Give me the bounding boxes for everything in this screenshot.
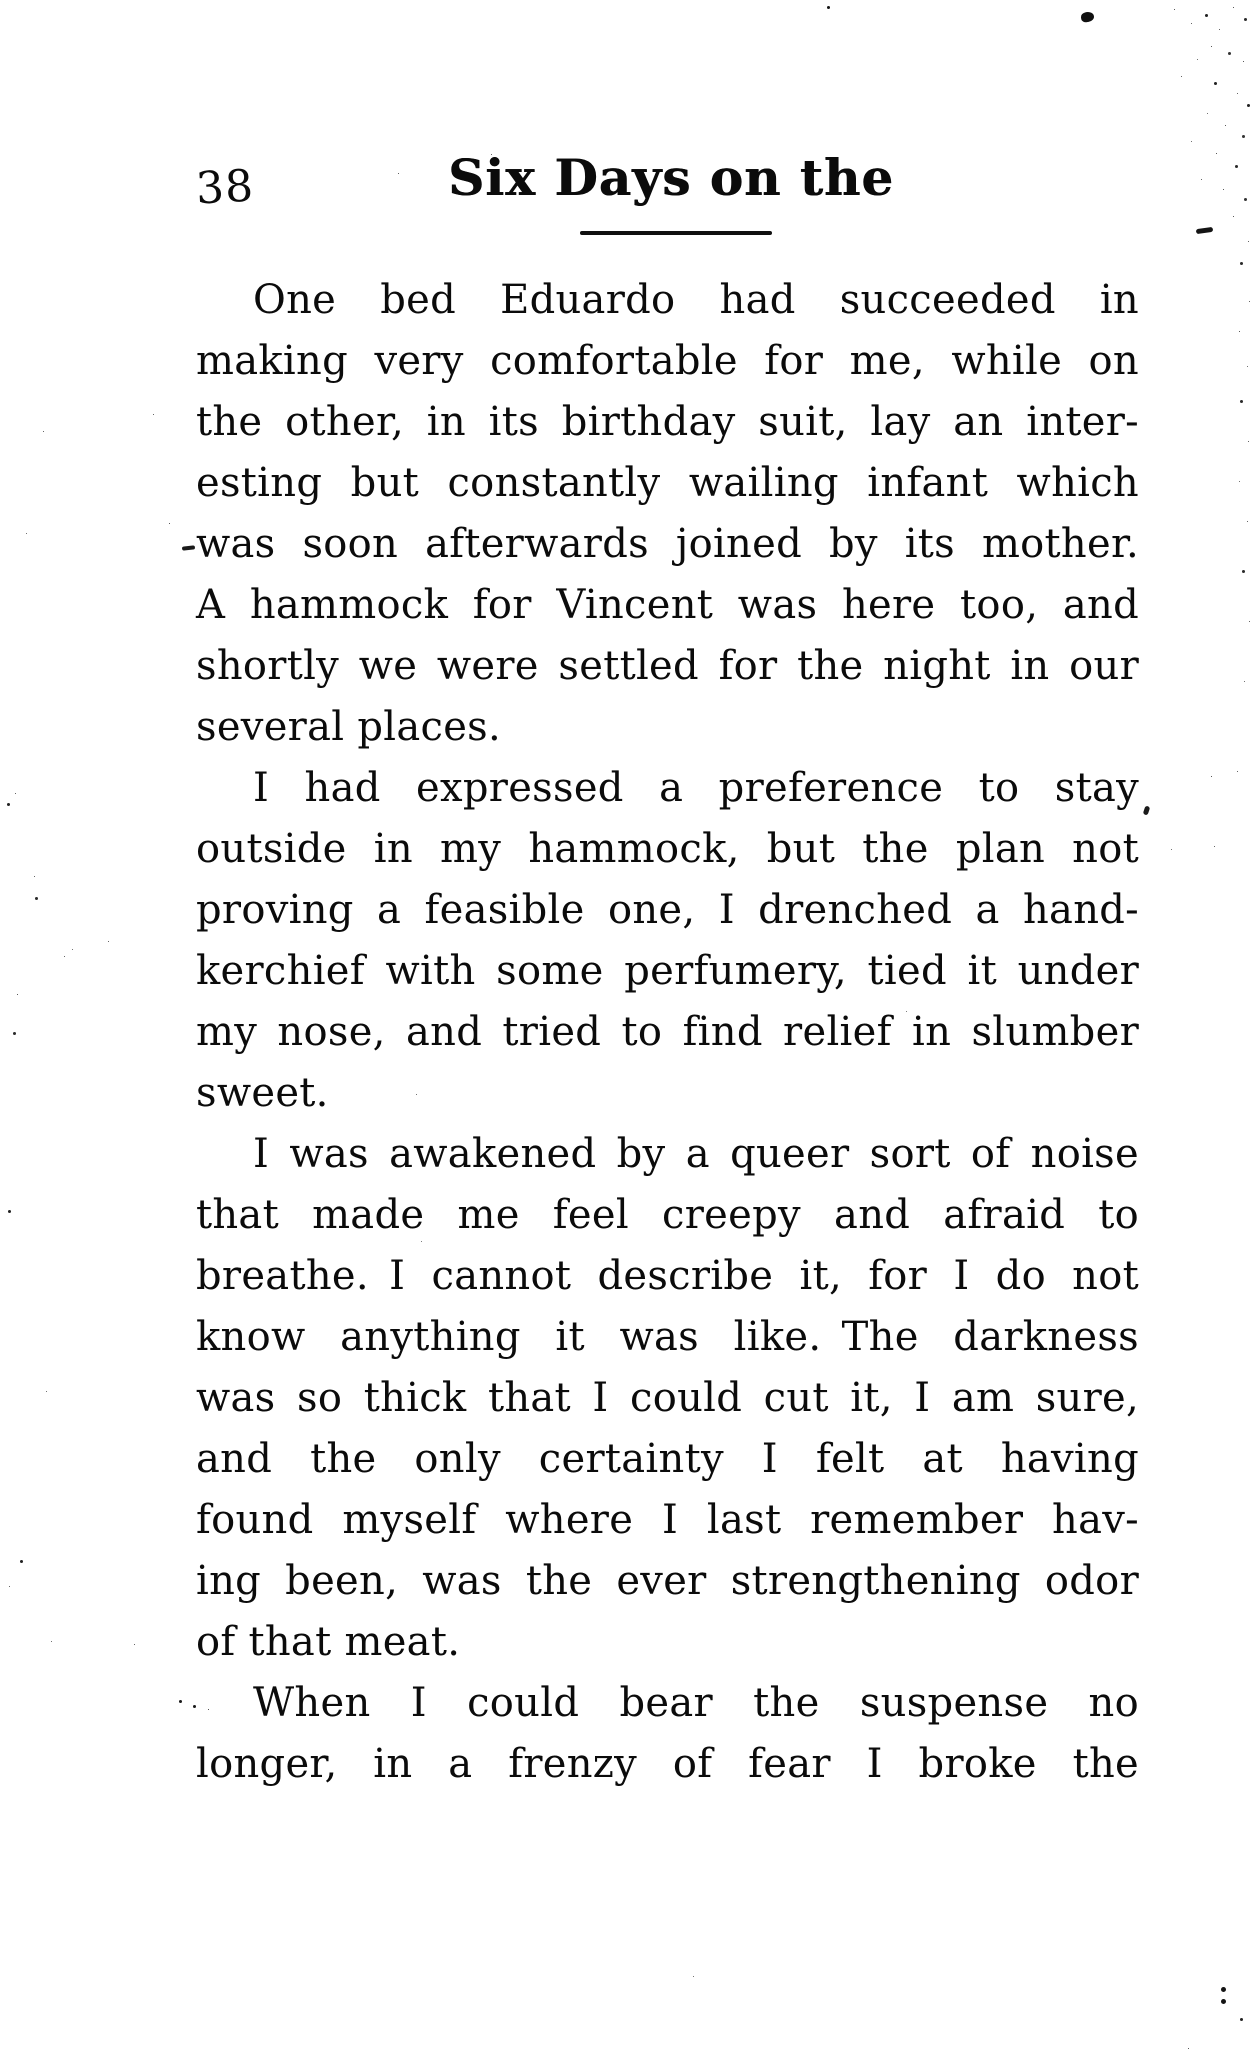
text-line: my nose, and tried to find relief in slumber <box>196 1009 1139 1055</box>
text-line: esting but constantly wailing infant which <box>196 460 1139 506</box>
scan-dash-mark <box>1196 227 1214 234</box>
scan-dash-mark <box>182 545 195 550</box>
text-line: kerchief with some perfumery, tied it under <box>196 948 1139 994</box>
text-line: outside in my hammock, but the plan not <box>196 826 1139 872</box>
running-title: Six Days on the <box>447 148 895 207</box>
text-line: know anything it was like. The darkness <box>196 1314 1139 1360</box>
body-text <box>196 270 1139 1795</box>
text-line: of that meat. <box>196 1619 461 1665</box>
text-line: breathe. I cannot describe it, for I do not <box>196 1253 1139 1299</box>
text-line: that made me feel creepy and afraid to <box>196 1192 1139 1238</box>
text-line: I had expressed a preference to stay <box>253 765 1139 811</box>
text-line: proving a feasible one, I drenched a hand- <box>196 887 1139 933</box>
text-line: was soon afterwards joined by its mother. <box>196 521 1139 567</box>
text-line: and the only certainty I felt at having <box>196 1436 1139 1482</box>
text-line: When I could bear the suspense no <box>253 1680 1139 1726</box>
text-line: I was awakened by a queer sort of noise <box>253 1131 1139 1177</box>
text-line: ing been, was the ever strengthening odor <box>196 1558 1139 1604</box>
page-number: 38 <box>194 160 256 215</box>
text-line: longer, in a frenzy of fear I broke the <box>196 1741 1139 1787</box>
text-line: One bed Eduardo had succeeded in <box>253 277 1139 323</box>
text-line: A hammock for Vincent was here too, and <box>196 582 1139 628</box>
scan-comma-mark <box>1143 805 1151 815</box>
text-line: several places. <box>196 704 502 750</box>
text-line: the other, in its birthday suit, lay an inter- <box>196 399 1139 445</box>
header-rule <box>580 231 772 235</box>
text-line: was so thick that I could cut it, I am sure, <box>196 1375 1139 1421</box>
text-line: making very comfortable for me, while on <box>196 338 1139 384</box>
text-line: found myself where I last remember hav- <box>196 1497 1139 1543</box>
scan-noise-speckles <box>0 0 3 3</box>
ink-blot <box>1080 11 1095 23</box>
text-line: shortly we were settled for the night in our <box>196 643 1139 689</box>
text-line: sweet. <box>196 1070 329 1116</box>
